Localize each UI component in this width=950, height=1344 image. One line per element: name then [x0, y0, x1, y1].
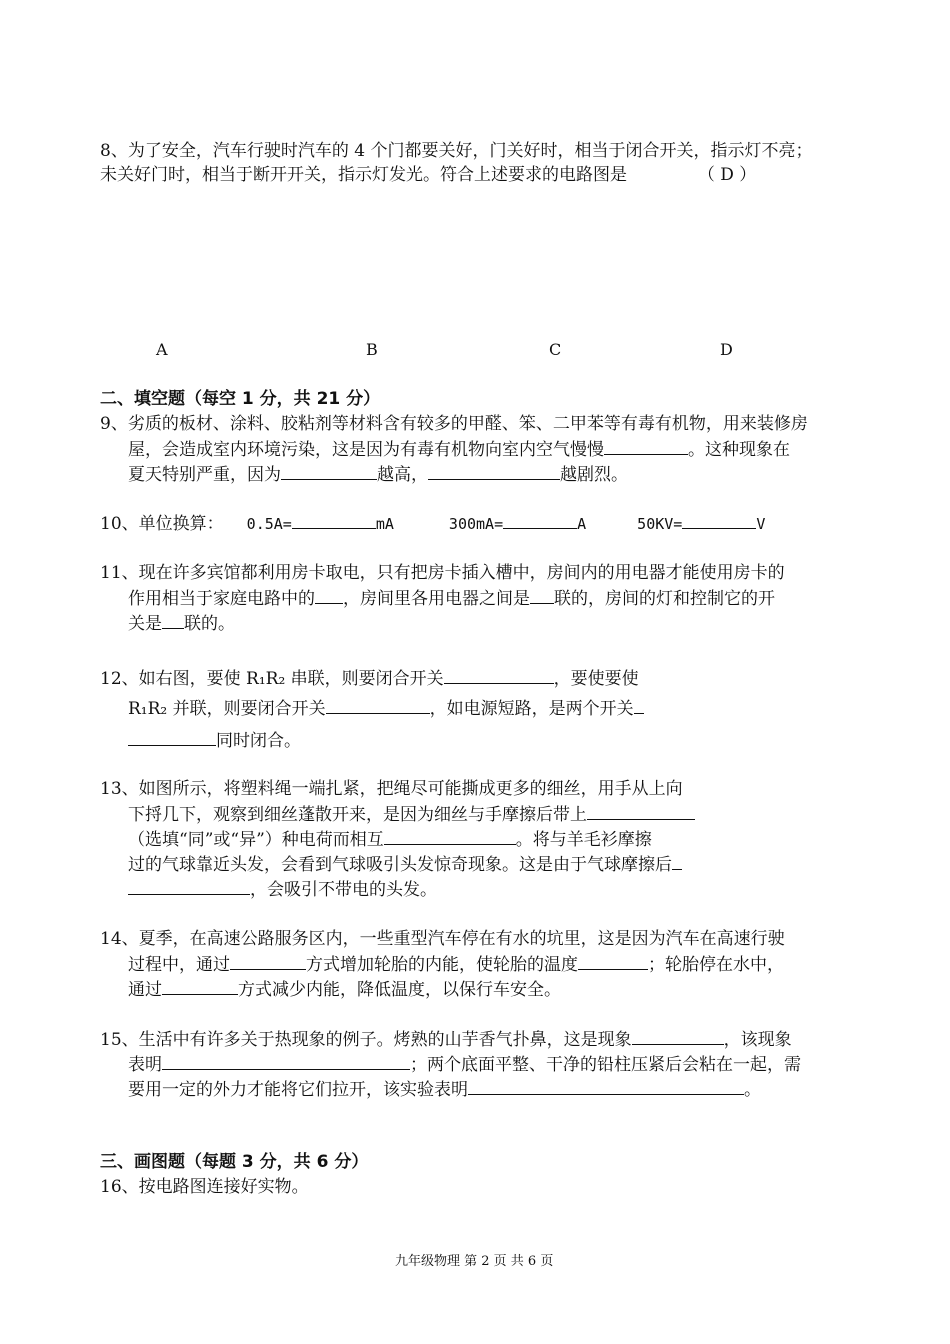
- q11-line3-text-a: 关是: [128, 614, 162, 634]
- option-c-label: C: [549, 340, 562, 359]
- section3-title: 三、画图题（每题 3 分，共 6 分）: [100, 1152, 369, 1172]
- q11-blank-2[interactable]: [530, 587, 554, 604]
- q11-line1: 11、现在许多宾馆都利用房卡取电，只有把房卡插入槽中，房间内的用电器才能使用房卡的: [100, 563, 785, 583]
- q11-blank-1[interactable]: [315, 587, 343, 604]
- q11-line2-text-a: 作用相当于家庭电路中的: [128, 589, 315, 609]
- q14-line3: [128, 978, 561, 1001]
- q10-blank-b[interactable]: [503, 512, 577, 529]
- q12-blank-2[interactable]: [326, 697, 430, 714]
- q12-line3: [128, 729, 301, 752]
- q13-line4-text-a: 过的气球靠近头发，会看到气球吸引头发惊奇现象。这是由于气球摩擦后: [128, 855, 672, 875]
- q13-blank-2[interactable]: [384, 828, 516, 845]
- q12-label-r1: R₁: [728, 675, 743, 690]
- q13-line3-text-a: （选填“同”或“异”）种电荷而相互: [128, 830, 384, 850]
- q9-blank-2[interactable]: [281, 463, 377, 480]
- q12-line2-text-b: ，如电源短路，是两个开关: [429, 699, 634, 719]
- q10-blank-c[interactable]: [682, 512, 756, 529]
- q14-line2-text-c: ；轮胎停在水中，: [648, 955, 784, 975]
- q9-blank-3[interactable]: [428, 463, 560, 480]
- q11-line2: [128, 587, 775, 610]
- q15-line3: [128, 1078, 761, 1101]
- q10-c-unit: V: [756, 515, 766, 533]
- q15-line2-text-b: ；两个底面平整、干净的铅柱压紧后会粘在一起，需: [410, 1055, 801, 1075]
- q12-line2: [128, 697, 644, 720]
- q14-line2-text-a: 过程中，通过: [128, 955, 230, 975]
- q9-line3-text-a: 夏天特别严重，因为: [128, 465, 281, 485]
- q13-line3-text-b: 。将与羊毛衫摩擦: [515, 830, 652, 850]
- q15-line2: [128, 1053, 801, 1076]
- q12-line2-text-a: R₁R₂ 并联，则要闭合开关: [128, 699, 326, 719]
- q15-line3-text-a: 要用一定的外力才能将它们拉开，该实验表明: [128, 1080, 468, 1100]
- q9-line2: [128, 438, 790, 461]
- q13-blank-3a[interactable]: [672, 853, 682, 870]
- q14-line1: 14、夏季，在高速公路服务区内，一些重型汽车停在有水的坑里，这是因为汽车在高速行驶: [100, 929, 785, 949]
- q10-line: [100, 512, 765, 535]
- q13-line2: [128, 803, 695, 826]
- q15-line1-text-b: ，该现象: [723, 1030, 792, 1050]
- q16-text: 16、按电路图连接好实物。: [100, 1177, 309, 1197]
- q9-line2-text-b: 。这种现象在: [688, 440, 790, 460]
- q14-blank-3[interactable]: [162, 978, 238, 995]
- q11-line2-text-b: ，房间里各用电器之间是: [343, 589, 530, 609]
- q12-blank-3a[interactable]: [634, 697, 644, 714]
- q14-blank-1[interactable]: [230, 953, 306, 970]
- q12-label-s1: S₁: [766, 652, 780, 666]
- q11-line2-text-c: 联的，房间的灯和控制它的开: [554, 589, 775, 609]
- q11-line3: [128, 612, 235, 635]
- page-footer: 九年级物理 第 2 页 共 6 页: [395, 1254, 554, 1269]
- q14-line3-text-b: 方式减少内能，降低温度，以保行车安全。: [238, 980, 561, 1000]
- q12-line3-text: 同时闭合。: [216, 731, 301, 751]
- q16-label-l2: L₂: [222, 1292, 242, 1312]
- q9-line3-text-c: 越剧烈。: [560, 465, 628, 485]
- q11-line3-text-b: 联的。: [184, 614, 235, 634]
- q14-line3-text-a: 通过: [128, 980, 162, 1000]
- q10-a-unit: mA: [375, 515, 394, 533]
- q15-line3-text-b: 。: [744, 1080, 761, 1100]
- q13-line4: [128, 853, 682, 876]
- q12-line1: [100, 667, 639, 690]
- q16-label-l1: L₁: [207, 1239, 227, 1259]
- q13-line3: [128, 828, 652, 851]
- q8-line1: 8、为了安全，汽车行驶时汽车的 4 个门都要关好，门关好时，相当于闭合开关，指示灯不亮；: [100, 141, 813, 161]
- q15-blank-1[interactable]: [632, 1028, 724, 1045]
- q13-line5: [128, 878, 437, 901]
- q12-label-s2: S₂: [752, 711, 766, 725]
- q14-line2: [128, 953, 784, 976]
- q13-line5-text: ，会吸引不带电的头发。: [250, 880, 437, 900]
- q12-blank-3b[interactable]: [128, 729, 216, 746]
- option-b-label: B: [366, 340, 378, 359]
- q15-blank-3[interactable]: [468, 1078, 744, 1095]
- q9-line3-text-b: 越高，: [377, 465, 428, 485]
- q15-line2-text-a: 表明: [128, 1055, 162, 1075]
- q14-blank-2[interactable]: [578, 953, 648, 970]
- battery-name-label: 蓄电池: [541, 1218, 560, 1225]
- q8-answer: （ D ）: [697, 165, 757, 185]
- q12-label-s3: S₃: [818, 743, 832, 757]
- q16-ammeter-label: A: [275, 1271, 286, 1287]
- q12-line1-text-b: ，要使要使: [553, 669, 639, 689]
- q10-a: 0.5A=: [246, 515, 292, 533]
- q8-line2-text: 未关好门时，相当于断开开关，指示灯发光。符合上述要求的电路图是: [100, 165, 627, 185]
- q13-blank-3b[interactable]: [128, 878, 250, 895]
- q13-line2-text-a: 下捋几下，观察到细丝蓬散开来，是因为细丝与手摩擦后带上: [128, 805, 587, 825]
- q10-label: 10、单位换算：: [100, 514, 224, 534]
- q10-b-unit: A: [577, 515, 587, 533]
- q13-blank-1[interactable]: [587, 803, 695, 820]
- q15-blank-2[interactable]: [162, 1053, 410, 1070]
- q10-b: 300mA=: [448, 515, 504, 533]
- q14-line2-text-b: 方式增加轮胎的内能，使轮胎的温度: [306, 955, 578, 975]
- q9-line1: 9、劣质的板材、涂料、胶粘剂等材料含有较多的甲醛、笨、二甲苯等有毒有机物，用来装修房: [100, 414, 808, 434]
- q12-line1-text-a: 12、如右图，要使 R₁R₂ 串联，则要闭合开关: [100, 669, 444, 689]
- option-d-label: D: [720, 340, 733, 359]
- q12-blank-1[interactable]: [444, 667, 554, 684]
- battery-minus-label: -: [540, 1191, 544, 1202]
- option-a-label: A: [156, 340, 168, 359]
- battery-plus-label: +: [560, 1191, 569, 1202]
- q10-blank-a[interactable]: [292, 512, 376, 529]
- q12-label-r2: R₂: [806, 675, 821, 690]
- q15-line1: [100, 1028, 792, 1051]
- q10-c: 50KV=: [637, 515, 683, 533]
- q9-blank-1[interactable]: [604, 438, 688, 455]
- q13-line1: 13、如图所示，将塑料绳一端扎紧，把绳尽可能撕成更多的细丝，用手从上向: [100, 779, 683, 799]
- q8-line2: [100, 164, 756, 186]
- q9-line3: [128, 463, 628, 486]
- q15-line1-text-a: 15、生活中有许多关于热现象的例子。烤熟的山芋香气扑鼻，这是现象: [100, 1030, 632, 1050]
- section2-title: 二、填空题（每空 1 分，共 21 分）: [100, 389, 381, 409]
- q9-line2-text-a: 屋，会造成室内环境污染，这是因为有毒有机物向室内空气慢慢: [128, 440, 604, 460]
- q11-blank-3[interactable]: [162, 612, 184, 629]
